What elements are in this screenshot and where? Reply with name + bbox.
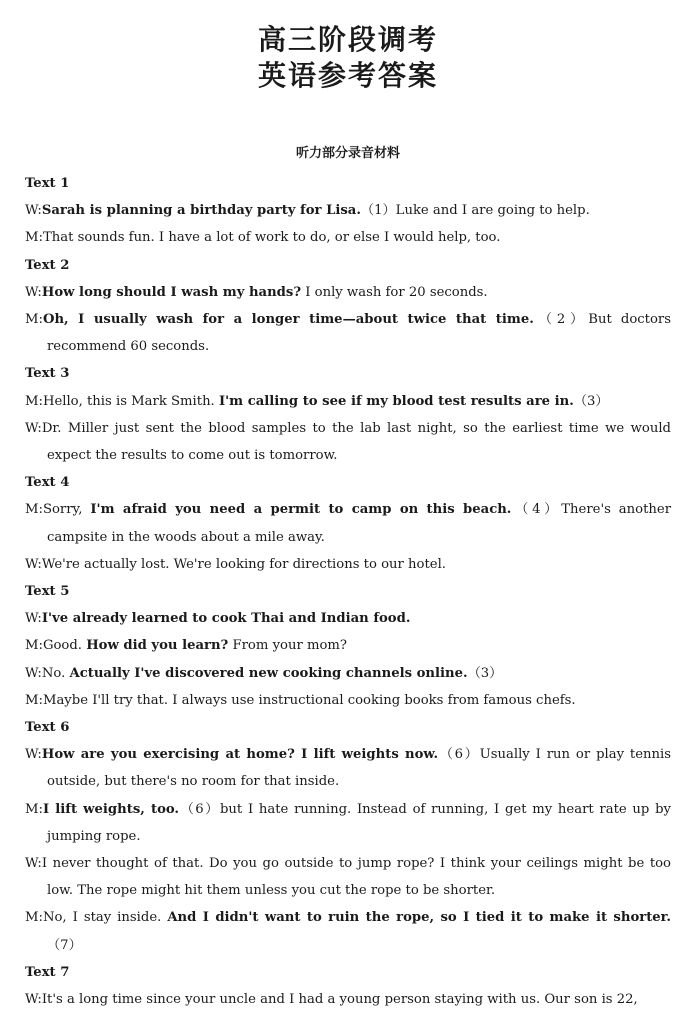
answer-key-text: Sarah is planning a birthday party for Lisa. bbox=[41, 203, 361, 219]
transcript bbox=[25, 170, 671, 1013]
text-heading: Text 7 bbox=[25, 964, 70, 980]
dialogue-line bbox=[25, 496, 671, 550]
dialogue-text: M:That sounds fun. I have a lot of work to do, or else I would help, too. bbox=[25, 230, 501, 246]
answer-key-text: I lift weights, too. bbox=[42, 801, 180, 817]
dialogue-text: （1）Luke and I are going to help. bbox=[360, 203, 590, 219]
dialogue-text: W:Dr. Miller just sent the blood samples to the lab last night, so the earliest time we would expect the results to come out is tomorrow. bbox=[25, 420, 671, 464]
dialogue-text: I only wash for 20 seconds. bbox=[301, 284, 488, 300]
dialogue-line bbox=[25, 850, 671, 904]
page-title-line1: 高三阶段调考 bbox=[257, 23, 438, 56]
dialogue-text: W:I never thought of that. Do you go outside to jump rope? I think your ceilings might be too low. The rope might hit them unless you cut the rope to be shorter. bbox=[25, 856, 671, 899]
dialogue-text: （2）But doctors recommend 60 seconds. bbox=[47, 312, 671, 355]
section-heading: 听力部分录音材料 bbox=[295, 146, 400, 161]
answer-key-text: I'm afraid you need a permit to camp on this beach. bbox=[90, 502, 512, 518]
dialogue-text: M:Sorry, bbox=[25, 502, 91, 518]
dialogue-text: M: bbox=[25, 312, 43, 328]
answer-key-text: How long should I wash my hands? bbox=[41, 284, 302, 300]
answer-key-text: I'm calling to see if my blood test results are in. bbox=[218, 393, 574, 409]
dialogue-line bbox=[25, 605, 671, 632]
answer-key-text: I've already learned to cook Thai and Indian food. bbox=[41, 611, 411, 627]
dialogue-line bbox=[25, 197, 671, 224]
text-heading: Text 5 bbox=[25, 584, 70, 600]
dialogue-text: （3） bbox=[467, 665, 503, 681]
dialogue-line bbox=[25, 388, 671, 415]
dialogue-text: （4）There's another campsite in the woods about a mile away. bbox=[47, 502, 672, 545]
answer-key-text: And I didn't want to ruin the rope, so I tied it to make it shorter. bbox=[167, 910, 671, 926]
dialogue-text: （6）Usually I run or play tennis outside, but there's no room for that inside. bbox=[47, 747, 672, 790]
dialogue-text: M: bbox=[25, 801, 43, 817]
answer-key-text: Actually I've discovered new cooking channels online. bbox=[69, 665, 468, 681]
dialogue-line bbox=[25, 632, 671, 659]
text-heading: Text 2 bbox=[25, 257, 70, 273]
dialogue-text: （6）but I hate running. Instead of running, I get my heart rate up by jumping rope. bbox=[47, 801, 671, 844]
dialogue-text: M:Maybe I'll try that. I always use instructional cooking books from famous chefs. bbox=[25, 692, 576, 708]
dialogue-line bbox=[25, 551, 671, 578]
dialogue-text: From your mom? bbox=[228, 638, 347, 654]
answer-key-text: Oh, I usually wash for a longer time—about twice that time. bbox=[42, 312, 534, 328]
dialogue-line bbox=[25, 796, 671, 850]
text-heading: Text 3 bbox=[25, 366, 70, 382]
dialogue-line bbox=[25, 415, 671, 469]
text-heading: Text 4 bbox=[25, 475, 70, 491]
dialogue-text: W:We're actually lost. We're looking for directions to our hotel. bbox=[25, 556, 446, 572]
text-heading: Text 1 bbox=[25, 176, 70, 191]
answer-key-text: How are you exercising at home? I lift weights now. bbox=[41, 747, 439, 763]
dialogue-text: W:It's a long time since your uncle and I had a young person staying with us. Our son is 22, bbox=[25, 992, 638, 1008]
page-title-line2: 英语参考答案 bbox=[257, 59, 438, 92]
dialogue-line bbox=[25, 986, 671, 1013]
dialogue-text: M:Hello, this is Mark Smith. bbox=[25, 393, 219, 409]
dialogue-line bbox=[25, 279, 671, 306]
dialogue-line bbox=[25, 660, 671, 687]
dialogue-text: W:No. bbox=[25, 665, 70, 681]
dialogue-text: （3） bbox=[573, 393, 609, 409]
dialogue-line bbox=[25, 224, 671, 251]
dialogue-line bbox=[25, 904, 671, 958]
dialogue-text: W: bbox=[25, 611, 42, 627]
dialogue-text: W: bbox=[25, 747, 42, 763]
text-heading: Text 6 bbox=[25, 720, 70, 736]
dialogue-text: （7） bbox=[47, 937, 82, 953]
dialogue-line bbox=[25, 741, 671, 795]
dialogue-text: W: bbox=[25, 284, 42, 300]
answer-key-text: How did you learn? bbox=[86, 638, 229, 654]
dialogue-line bbox=[25, 306, 671, 360]
dialogue-text: W: bbox=[25, 203, 42, 219]
dialogue-text: M:No, I stay inside. bbox=[25, 910, 168, 926]
dialogue-line bbox=[25, 687, 671, 714]
dialogue-text: M:Good. bbox=[25, 638, 87, 654]
